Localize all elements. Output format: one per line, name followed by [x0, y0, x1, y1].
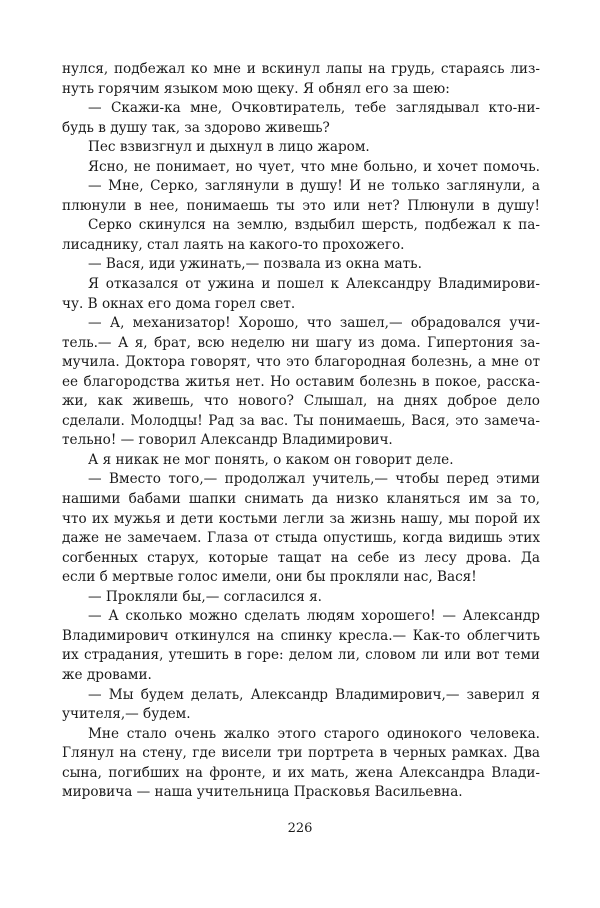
- text-line: жи, как живешь, что нового? Слышал, на днях доброе дело: [62, 393, 540, 410]
- text-line: Ясно, не понимает, но чует, что мне больно, и хочет помочь.: [88, 158, 540, 175]
- text-line: мировича — наша учительница Прасковья Васильевна.: [62, 784, 463, 801]
- text-line: Мне стало очень жалко этого старого одинокого человека.: [88, 725, 540, 742]
- text-line: чу. В окнах его дома горел свет.: [62, 295, 296, 312]
- text-line: ее благородства житья нет. Но оставим болезнь в покое, расска-: [62, 373, 540, 390]
- text-line: — Вместо того,— продолжал учитель,— чтобы перед этими: [88, 471, 540, 488]
- text-line: тельно! — говорил Александр Владимирович.: [62, 432, 393, 449]
- text-line: Я отказался от ужина и пошел к Александру Владимирови-: [88, 276, 540, 293]
- text-line: Серко скинулся на землю, вздыбил шерсть, подбежал к па-: [88, 217, 540, 234]
- text-line: нуть горячим языком мою щеку. Я обнял его за шею:: [62, 80, 450, 97]
- text-line: нулся, подбежал ко мне и вскинул лапы на грудь, стараясь лиз-: [62, 61, 540, 77]
- text-line: А я никак не мог понять, о каком он говорит деле.: [88, 451, 454, 468]
- text-line: — Прокляли бы,— согласился я.: [88, 588, 322, 605]
- text-line: Владимирович откинулся на спинку кресла.— Как-то облегчить: [62, 627, 540, 644]
- text-line: что их мужья и дети костьми легли за жизнь нашу, мы порой их: [62, 510, 540, 527]
- page-number: 226: [287, 821, 313, 836]
- text-line: Пес взвизгнул и дыхнул в лицо жаром.: [88, 139, 370, 156]
- text-line: согбенных старух, которые тащат на себе из лесу дрова. Да: [62, 549, 540, 566]
- text-line: сына, погибших на фронте, и их мать, жена Александра Влади-: [62, 764, 540, 781]
- text-line: если б мертвые голос имели, они бы прокляли нас, Вася!: [62, 569, 477, 586]
- text-line: даже не замечаем. Глаза от стыда опустишь, когда видишь этих: [62, 530, 540, 547]
- text-line: лисаднику, стал лаять на какого-то прохожего.: [62, 236, 405, 253]
- text-line: тель.— А я, брат, всю неделю ни шагу из дома. Гипертония за-: [62, 334, 540, 351]
- text-line: учителя,— будем.: [62, 706, 191, 723]
- text-line: их страдания, утешить в горе: делом ли, словом ли или вот теми: [62, 647, 540, 664]
- text-line: — А сколько можно сделать людям хорошего! — Александр: [88, 608, 540, 625]
- text-line: же дровами.: [62, 666, 152, 683]
- text-line: сделали. Молодцы! Рад за вас. Ты понимаешь, Вася, это замеча-: [62, 412, 540, 429]
- text-line: мучила. Доктора говорят, что это благородная болезнь, а мне от: [62, 354, 540, 371]
- text-line: — Мне, Серко, заглянули в душу! И не только заглянули, а: [88, 178, 540, 195]
- text-line: — А, механизатор! Хорошо, что зашел,— обрадовался учи-: [88, 315, 540, 332]
- text-line: нашими бабами шапки снимать да низко кланяться им за то,: [62, 491, 540, 508]
- text-line: будь в душу так, за здорово живешь?: [62, 119, 330, 136]
- text-line: — Скажи-ка мне, Очковтиратель, тебе заглядывал кто-ни-: [88, 100, 540, 117]
- text-line: — Мы будем делать, Александр Владимирович,— заверил я: [88, 686, 540, 703]
- text-line: плюнули в нее, понимаешь ты это или нет? Плюнули в душу!: [62, 197, 540, 214]
- text-line: — Вася, иди ужинать,— позвала из окна мать.: [88, 256, 422, 273]
- page-text: [62, 60, 540, 803]
- text-line: Глянул на стену, где висели три портрета в черных рамках. Два: [62, 745, 540, 762]
